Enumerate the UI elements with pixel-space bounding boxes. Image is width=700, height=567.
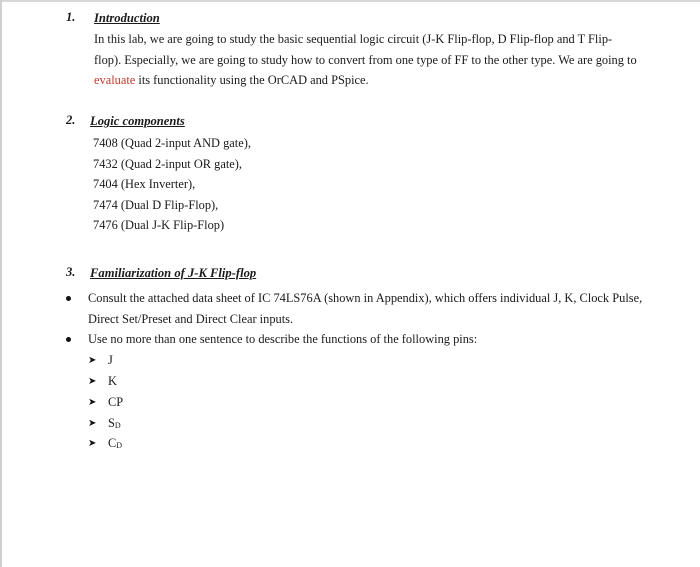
bullet-dot (66, 296, 71, 301)
pin-label: K (108, 374, 117, 388)
intro-text-start: In this lab, we are going to study the basic sequential logic circuit (J-K Flip-flop, D Flip-flop and T Flip-flop). Especially, we are going to study how to convert from one type of FF to the other type. We are going to (94, 32, 637, 67)
intro-text-end: its functionality using the OrCAD and PSpice. (135, 73, 369, 87)
components-list (93, 133, 251, 236)
pin-label: S (108, 416, 115, 430)
pin-label: C (108, 436, 117, 450)
section-2 (90, 111, 251, 236)
pin-item (108, 436, 122, 451)
pin-label: CP (108, 395, 124, 409)
component-item: 7474 (Dual D Flip-Flop), (93, 197, 219, 212)
pin-subscript: D (114, 421, 121, 430)
page-edge-left (0, 0, 2, 567)
section-2-heading: Logic components (90, 114, 185, 128)
section-1-heading: Introduction (94, 11, 160, 25)
section-3-number: 3. (66, 265, 76, 279)
section-3 (90, 263, 256, 284)
intro-highlight: evaluate (94, 73, 136, 87)
arrowhead-bullet-icon: ➤ (88, 355, 97, 366)
pin-item (108, 416, 121, 431)
section-2-number: 2. (66, 113, 76, 127)
pin-subscript: D (116, 441, 123, 450)
pin-item (108, 395, 123, 410)
component-item: 7404 (Hex Inverter), (93, 177, 196, 192)
component-item: 7432 (Quad 2-input OR gate), (93, 156, 243, 171)
section-1 (94, 8, 639, 91)
section-1-paragraph (94, 29, 639, 91)
arrowhead-bullet-icon: ➤ (88, 418, 97, 429)
arrowhead-bullet-icon: ➤ (88, 376, 97, 387)
bullet-item: Use no more than one sentence to describe the functions of the following pins: (88, 332, 478, 346)
bullet-dot (66, 337, 71, 342)
section-1-number: 1. (66, 10, 76, 24)
page-edge-top (0, 0, 700, 2)
component-item: 7408 (Quad 2-input AND gate), (93, 136, 251, 150)
pin-item (108, 374, 117, 389)
pin-label: J (108, 353, 113, 367)
arrowhead-bullet-icon: ➤ (88, 397, 97, 408)
component-item: 7476 (Dual J-K Flip-Flop) (93, 218, 225, 233)
bullet-item: Consult the attached data sheet of IC 74LS76A (shown in Appendix), which offers individual J, K, Clock Pulse, Direct Set/Preset and Direct Clear inputs. (88, 291, 643, 326)
pin-item (108, 353, 113, 368)
section-3-heading: Familiarization of J-K Flip-flop (90, 266, 257, 280)
arrowhead-bullet-icon: ➤ (88, 438, 97, 449)
